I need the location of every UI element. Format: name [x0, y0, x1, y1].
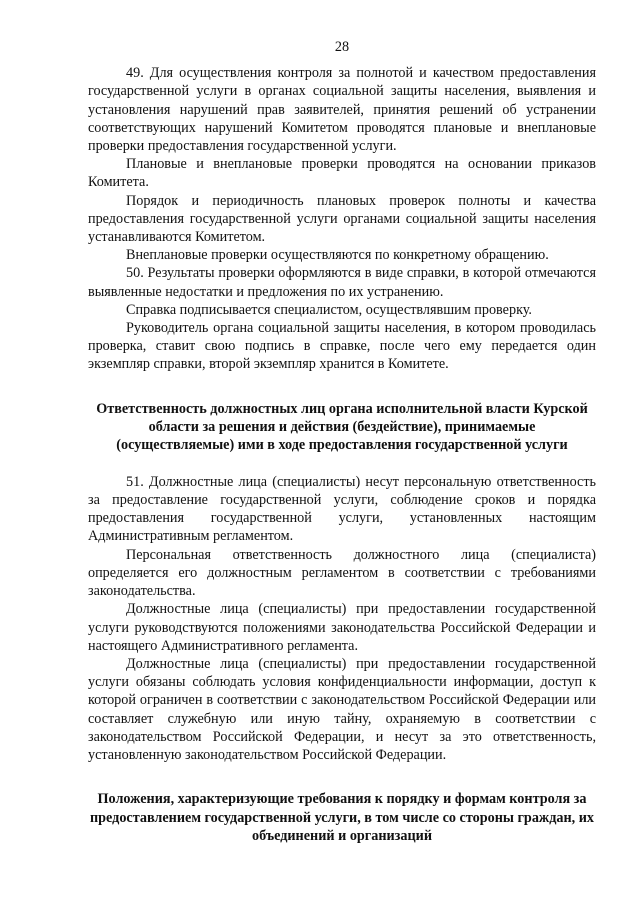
paragraph-report-signed: Справка подписывается специалистом, осуществлявшим проверку.: [126, 301, 532, 318]
section-heading-control-requirements: Положения, характеризующие требования к порядку и формам контроля за предоставлением государственной услуги, в том числе со стороны граждан, их объединений и организаций: [89, 791, 595, 844]
paragraph-personal-responsibility: Персональная ответственность должностного лица (специалиста) определяется его должностным регламентом в соответствии с требованиями законодательства.: [88, 546, 596, 600]
paragraph-head-signature: Руководитель органа социальной защиты населения, в котором проводилась проверка, ставит свою подпись в справке, после чего ему передается один экземпляр справки, второй экземпляр хранится в Комитете.: [88, 320, 596, 373]
paragraph-51: 51. Должностные лица (специалисты) несут персональную ответственность за предоставление государственной услуги, соблюдение сроков и порядка предоставления государственной услуги, установленных настоящим Административным регламентом.: [88, 473, 596, 545]
paragraph-50: 50. Результаты проверки оформляются в виде справки, в которой отмечаются выявленные недостатки и предложения по их устранению.: [88, 265, 596, 300]
section-heading-responsibility: Ответственность должностных лиц органа исполнительной власти Курской области за решения и действия (бездействие), принимаемые (осуществляемые) ими в ходе предоставления государственной услуги: [96, 400, 588, 454]
paragraph-unplanned-checks: Внеплановые проверки осуществляются по конкретному обращению.: [126, 247, 549, 264]
paragraph-check-order: Порядок и периодичность плановых проверок полноты и качества предоставления государственной услуги органами социальной защиты населения устанавливаются Комитетом.: [88, 192, 596, 246]
paragraph-legislation: Должностные лица (специалисты) при предоставлении государственной услуги руководствуются положениями законодательства Российской Федерации и настоящего Административного регламента.: [88, 601, 596, 654]
paragraph-49: 49. Для осуществления контроля за полнотой и качеством предоставления государственной услуги в органах социальной защиты населения, выявления и установления нарушений прав заявителей, принятия решений об устранении соответствующих нарушений Комитетом проводятся плановые и внеплановые проверки предоставления государственной услуги.: [88, 65, 596, 155]
page-number: 28: [334, 39, 350, 55]
paragraph-planned-checks: Плановые и внеплановые проверки проводятся на основании приказов Комитета.: [88, 156, 596, 191]
document-page: [88, 38, 596, 845]
paragraph-confidentiality: Должностные лица (специалисты) при предоставлении государственной услуги обязаны соблюдать условия конфиденциальности информации, доступ к которой ограничен в соответствии с законодательством Российской Федерации или составляет служебную или иную тайну, охраняемую в соответствии с законодательством Российской Федерации, и несут за это ответственность, установленную законодательством Российской Федерации.: [88, 655, 596, 763]
